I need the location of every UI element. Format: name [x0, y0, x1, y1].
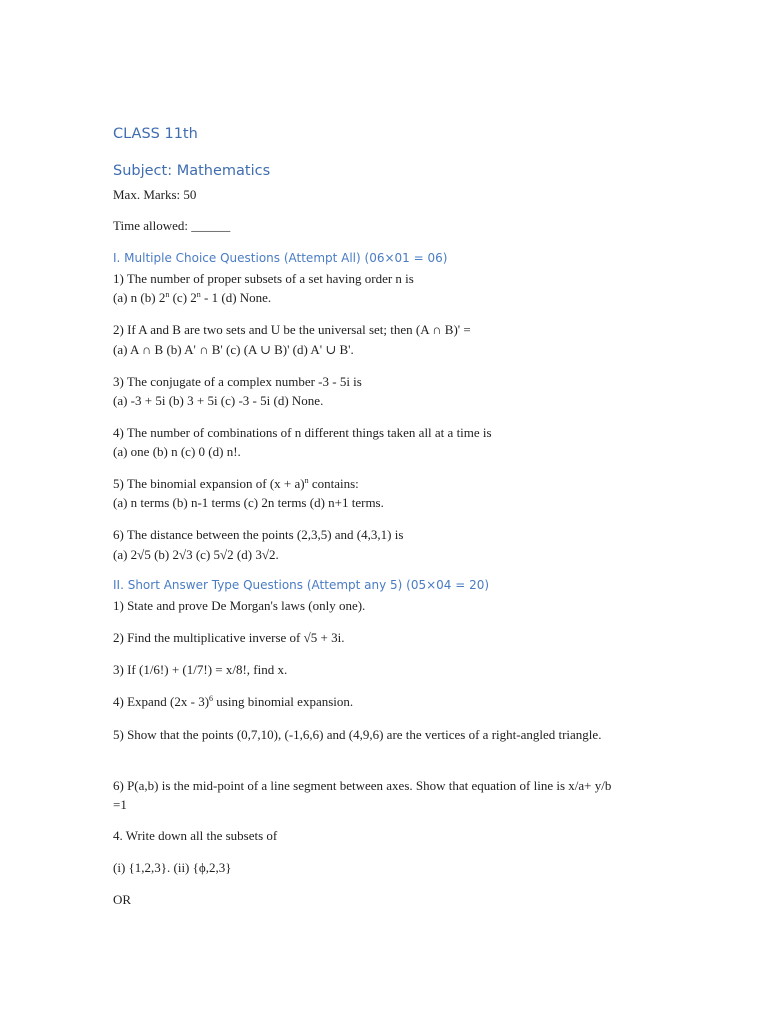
mcq-1-sup-n-2: n — [196, 290, 201, 299]
mcq-6-options: (a) 2√5 (b) 2√3 (c) 5√2 (d) 3√2. — [113, 547, 279, 562]
mcq-1-options — [113, 289, 271, 307]
mcq-5-question — [113, 475, 359, 493]
short-q-5: 5) Show that the points (0,7,10), (-1,6,6) and (4,9,6) are the vertices of a right-angled triangle. — [113, 727, 602, 742]
mcq-1-sup-n: n — [165, 290, 170, 299]
section-2-heading: II. Short Answer Type Questions (Attempt any 5) (05×04 = 20) — [113, 578, 490, 592]
mcq-5-options: (a) n terms (b) n-1 terms (c) 2n terms (d) n+1 terms. — [113, 495, 384, 510]
short-q-4-text: 4) Expand (2x - 3) — [113, 694, 210, 709]
mcq-1-question: 1) The number of proper subsets of a set having order n is — [113, 271, 414, 286]
short-q-3: 3) If (1/6!) + (1/7!) = x/8!, find x. — [113, 662, 288, 677]
section-1-heading: I. Multiple Choice Questions (Attempt All) (06×01 = 06) — [113, 251, 448, 265]
short-q-7: 4. Write down all the subsets of — [113, 828, 278, 843]
short-q-7-parts: (i) {1,2,3}. (ii) {ϕ,2,3} — [113, 860, 232, 875]
short-q-4-sup: 6 — [209, 694, 214, 703]
short-q-4-end: using binomial expansion. — [213, 694, 354, 709]
or-label: OR — [113, 892, 132, 907]
mcq-5-question-text: 5) The binomial expansion of (x + a) — [113, 476, 305, 491]
short-q-4 — [113, 693, 353, 711]
mcq-5-sup-n: n — [304, 476, 309, 485]
mcq-6-question: 6) The distance between the points (2,3,5) and (4,3,1) is — [113, 527, 404, 542]
subject-title: Subject: Mathematics — [113, 163, 271, 179]
short-q-6: 6) P(a,b) is the mid-point of a line segment between axes. Show that equation of line is x/a+ y/b =1 — [113, 778, 612, 812]
short-q-1: 1) State and prove De Morgan's laws (only one). — [113, 598, 366, 613]
time-allowed: Time allowed: ______ — [113, 218, 231, 233]
mcq-2-question: 2) If A and B are two sets and U be the universal set; then (A ∩ B)' = — [113, 322, 471, 337]
mcq-1-options-c: (c) 2 — [169, 290, 197, 305]
mcq-1-options-rest: - 1 (d) None. — [200, 290, 272, 305]
mcq-2-options: (a) A ∩ B (b) A' ∩ B' (c) (A ∪ B)' (d) A' ∪ B'. — [113, 342, 354, 357]
max-marks: Max. Marks: 50 — [113, 187, 197, 202]
mcq-1-options-a-b: (a) n (b) 2 — [113, 290, 166, 305]
mcq-3-question: 3) The conjugate of a complex number -3 - 5i is — [113, 374, 362, 389]
mcq-4-question: 4) The number of combinations of n different things taken all at a time is — [113, 425, 492, 440]
class-title: CLASS 11th — [113, 126, 198, 142]
mcq-3-options: (a) -3 + 5i (b) 3 + 5i (c) -3 - 5i (d) None. — [113, 393, 324, 408]
mcq-5-question-end: contains: — [308, 476, 359, 491]
mcq-4-options: (a) one (b) n (c) 0 (d) n!. — [113, 444, 241, 459]
short-q-2: 2) Find the multiplicative inverse of √5 + 3i. — [113, 630, 345, 645]
